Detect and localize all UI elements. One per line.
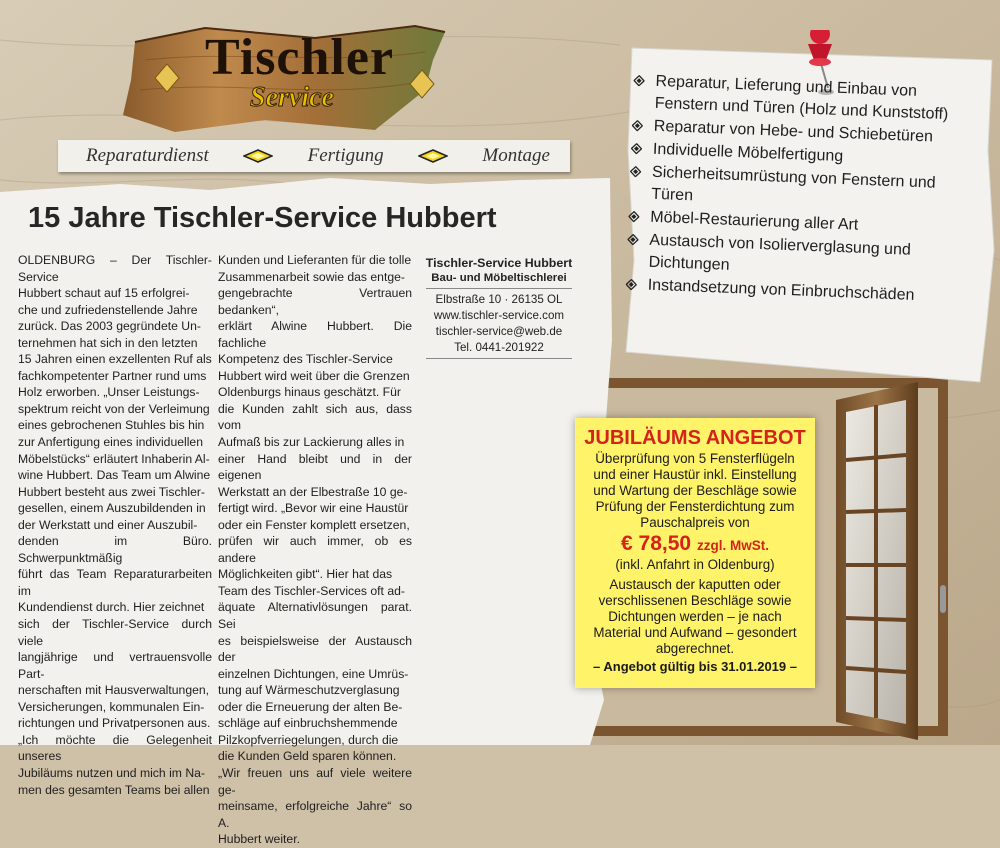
article-line: oder ein Fenster komplett ersetzen, <box>218 517 410 532</box>
article-line: 15 Jahren einen exzellenten Ruf als <box>18 352 212 367</box>
service-label: Reparatur, Lieferung und Einbau von Fenstern und Türen (Holz und Kunststoff) <box>654 72 949 124</box>
article-line: tung auf Wärmeschutzverglasung <box>218 683 400 698</box>
article-line: Möbelstücks“ erläutert Inhaberin Al- <box>18 451 210 466</box>
logo-title: Tischler <box>205 29 395 86</box>
article-line: Hubbert wird weit über die Grenzen <box>218 368 410 383</box>
article-line: nerschaften mit Hausverwaltungen, <box>18 683 210 698</box>
article-line: eines gebrochenen Stuhles bis hin <box>18 418 205 433</box>
article-line: Jubiläums nutzen und mich im Na- <box>18 765 205 780</box>
service-list <box>625 70 983 310</box>
service-label: Individuelle Möbelfertigung <box>652 140 844 166</box>
article-line: Team des Tischler-Services oft ad- <box>218 583 405 598</box>
article-line: die Kunden Geld sparen können. <box>218 749 397 764</box>
article-line: zur Anfertigung eines individuellen <box>18 435 203 450</box>
article-line: sich der Tischler-Service durch viele <box>18 617 212 648</box>
article-line: schläge auf einbruchshemmende <box>218 716 398 731</box>
phone-number: Tel. 0441-201922 <box>454 341 544 354</box>
article-line: Kundendienst durch. Hier zeichnet <box>18 600 205 615</box>
article-line: ternehmen hat sich in den letzten <box>18 335 198 350</box>
diamond-icon <box>243 149 273 163</box>
article-column-2 <box>218 252 412 848</box>
service-label: Austausch von Isolierverglasung und Dichtungen <box>648 231 912 274</box>
article-line: fachkompetenter Partner rund ums <box>18 368 207 383</box>
article-line: Oldenburgs hinaus geschätzt. Für <box>218 385 401 400</box>
article-line: erklärt Alwine Hubbert. Die fachliche <box>218 319 412 350</box>
website-link[interactable]: www.tischler-service.com <box>433 309 565 322</box>
tagline-item: Montage <box>482 145 550 166</box>
company-subtitle: Bau- und Möbeltischlerei <box>431 272 567 284</box>
article-headline: 15 Jahre Tischler-Service Hubbert <box>28 202 497 234</box>
article-line: Pilzkopfverriegelungen, durch die <box>218 732 399 747</box>
diamond-bullet-icon <box>631 143 642 154</box>
diamond-bullet-icon <box>632 120 643 131</box>
article-line: Hubbert schaut auf 15 erfolgrei- <box>18 286 190 301</box>
article-line: spektrum reicht von der Verleimung <box>18 401 210 416</box>
diamond-bullet-icon <box>633 75 644 86</box>
offer-text: Überprüfung von 5 Fensterflügeln und einer Haustür inkl. Einstellung und Wartung der Beschläge sowie Prüfung der Fensterdichtung zum Pauschalpreis von <box>593 451 797 530</box>
offer-extra: Austausch der kaputten oder verschlissenen Beschläge sowie Dichtungen werden – je nach Material und Aufwand – gesondert abgerechnet. <box>593 577 797 656</box>
article-line: Kunden und Lieferanten für die tolle <box>218 253 412 267</box>
article-line: Aufmaß bis zur Lackierung alles in <box>218 435 405 450</box>
article-line: gesellen, einem Auszubildenden in <box>18 501 206 516</box>
price-value: € 78,50 <box>621 532 692 555</box>
divider <box>426 358 572 359</box>
article-line: men des gesamten Teams bei allen <box>18 782 210 797</box>
article-line: Kompetenz des Tischler-Service <box>218 352 393 367</box>
article-line: „Ich möchte die Gelegenheit unseres <box>18 732 212 764</box>
article-line: Werkstatt an der Elbestraße 10 ge- <box>218 484 408 499</box>
article-line: es beispielsweise der Austausch der <box>218 633 412 665</box>
article-line: zurück. Das 2003 gegründete Un- <box>18 319 201 334</box>
article-line: prüfen wir auch immer, ob es andere <box>218 534 412 565</box>
diamond-bullet-icon <box>628 211 639 222</box>
tagline-strip <box>58 140 570 172</box>
service-label: Sicherheitsumrüstung von Fenstern und Türen <box>650 163 936 205</box>
tagline-item: Fertigung <box>307 145 384 166</box>
company-name: Tischler-Service Hubbert <box>425 256 573 270</box>
article-line: äquate Alternativlösungen parat. Sei <box>218 600 412 632</box>
service-label: Möbel-Restaurierung aller Art <box>650 208 859 234</box>
diamond-bullet-icon <box>626 279 637 290</box>
logo-subtitle: Service <box>250 82 334 113</box>
offer-travel: (inkl. Anfahrt in Oldenburg) <box>615 557 775 572</box>
article-line: OLDENBURG – Der Tischler-Service <box>18 253 212 284</box>
article-line: gengebrachte Vertrauen bedanken“, <box>218 286 412 317</box>
article-line: richtungen und Privatpersonen aus. <box>18 716 211 731</box>
anniversary-offer <box>575 418 815 688</box>
diamond-bullet-icon <box>627 234 638 245</box>
price-suffix: zzgl. MwSt. <box>696 538 769 553</box>
article-line: einzelnen Dichtungen, eine Umrüs- <box>218 666 409 681</box>
service-label: Reparatur von Hebe- und Schiebetüren <box>653 117 934 146</box>
article-column-1 <box>18 252 212 798</box>
article-line: der Werkstatt und einer Auszubil- <box>18 517 198 532</box>
service-label: Instandsetzung von Einbruchschäden <box>647 276 915 304</box>
diamond-bullet-icon <box>630 166 641 177</box>
offer-price <box>583 533 807 557</box>
article-line: wine Hubbert. Das Team um Alwine <box>18 468 211 483</box>
address: Elbstraße 10 · 26135 OL <box>435 293 563 306</box>
article-line: denden im Büro. Schwerpunktmäßig <box>18 534 212 565</box>
article-line: die Kunden zahlt sich aus, dass vom <box>218 401 412 433</box>
article-line: Hubbert besteht aus zwei Tischler- <box>18 484 205 499</box>
article-line: Möglichkeiten gibt“. Hier hat das <box>218 567 393 582</box>
article-line: meinsame, erfolgreiche Jahre“ so A. <box>218 799 412 830</box>
article-line: fertigt wird. „Bevor wir eine Haustür <box>218 501 409 516</box>
tagline-item: Reparaturdienst <box>86 145 209 166</box>
email-link[interactable]: tischler-service@web.de <box>435 325 563 338</box>
article-line: oder die Erneuerung der alten Be- <box>218 699 403 714</box>
article-line: „Wir freuen uns auf viele weitere ge- <box>218 765 412 797</box>
article-line: Hubbert weiter. <box>218 832 300 847</box>
article-line: Versicherungen, kommunalen Ein- <box>18 699 205 714</box>
offer-validity: – Angebot gültig bis 31.01.2019 – <box>593 659 797 674</box>
article-line: Holz erworben. „Unser Leistungs- <box>18 385 200 400</box>
article-line: che und zufriedenstellende Jahre <box>18 302 198 317</box>
article-line: einer Hand bleibt und in der eigenen <box>218 451 412 483</box>
contact-block <box>420 256 578 359</box>
diamond-icon <box>418 149 448 163</box>
divider <box>426 288 572 289</box>
offer-title: JUBILÄUMS ANGEBOT <box>584 427 806 449</box>
article-line: langjährige und vertrauensvolle Part- <box>18 650 212 681</box>
article-line: Zusammenarbeit sowie das entge- <box>218 269 405 284</box>
article-line: führt das Team Reparaturarbeiten im <box>18 567 212 598</box>
